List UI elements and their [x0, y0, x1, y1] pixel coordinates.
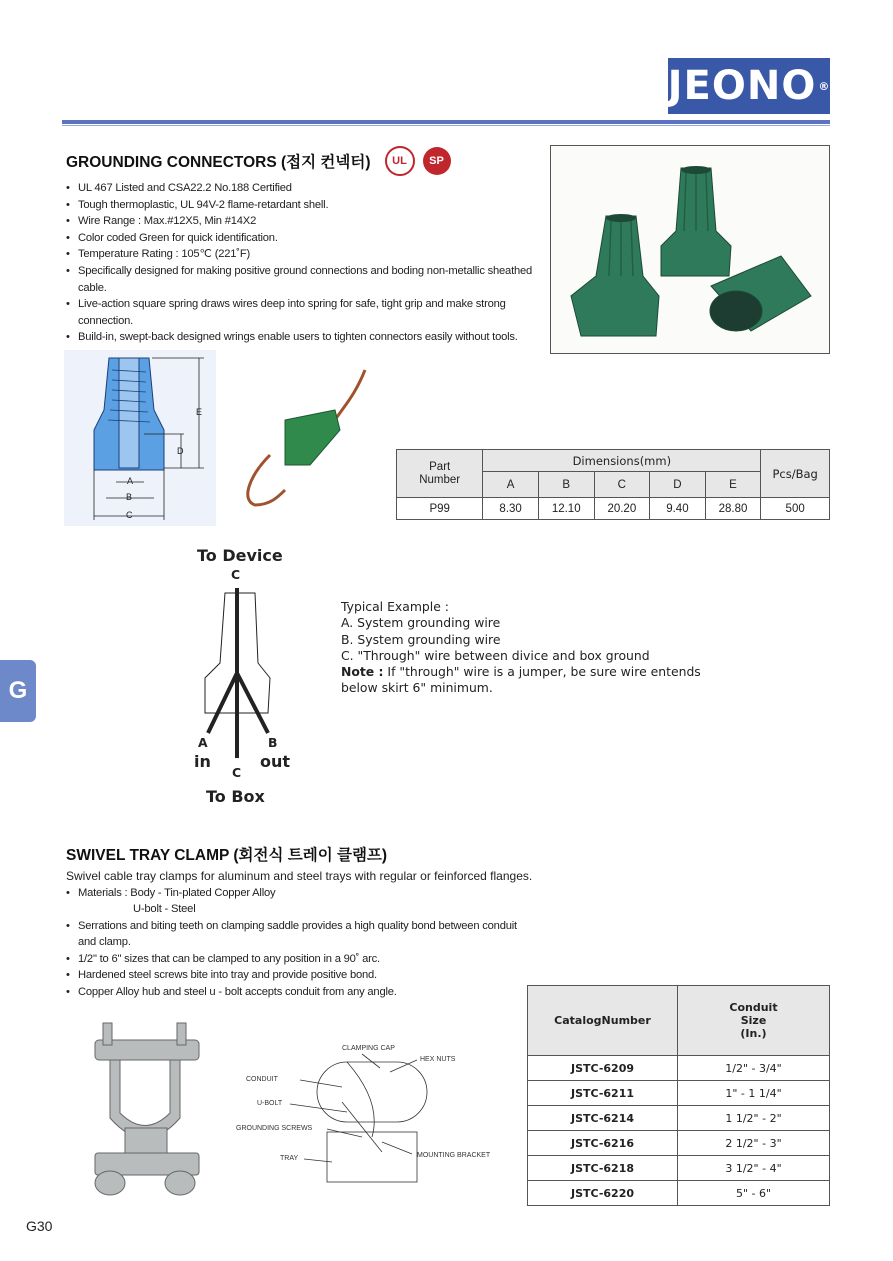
example-line: A. System grounding wire [341, 615, 501, 631]
wiring-diagram [190, 545, 310, 810]
clamp-image [85, 1018, 210, 1198]
list-item: • Live-action square spring draws wires deep into spring for safe, tight grip and make strong connection. [66, 296, 546, 329]
size-cell: 1" - 1 1/4" [678, 1081, 830, 1106]
dimensions-table-wrap [396, 449, 830, 520]
catalog-table-wrap [527, 985, 830, 1206]
label-clamping-cap: CLAMPING CAP [342, 1045, 395, 1052]
swivel-bullets [66, 885, 536, 1001]
size-cell: 1 1/2" - 2" [678, 1106, 830, 1131]
example-line: B. System grounding wire [341, 631, 501, 647]
size-cell: 1/2" - 3/4" [678, 1056, 830, 1081]
part-number-header: Part Number [397, 450, 483, 498]
dim-cell: 28.80 [705, 498, 761, 520]
size-cell: 2 1/2" - 3" [678, 1131, 830, 1156]
label-tray: TRAY [280, 1155, 299, 1162]
table-row [528, 1156, 830, 1181]
dim-label-b: B [126, 492, 133, 502]
clamp-parts-sketch [232, 1042, 507, 1192]
dim-col-b: B [538, 472, 594, 498]
brand-name: JEONO [667, 63, 817, 109]
grounding-bullets [66, 180, 546, 346]
dim-col-a: A [483, 472, 539, 498]
table-row [528, 1131, 830, 1156]
catalog-cell: JSTC-6211 [528, 1081, 678, 1106]
example-line: C. "Through" wire between divice and box ground [341, 647, 650, 663]
label-u-bolt: U-BOLT [257, 1100, 283, 1107]
to-box-label: To Box [206, 787, 265, 806]
catalog-cell: JSTC-6220 [528, 1181, 678, 1206]
list-item: • Materials : Body - Tin-plated Copper Alloy [66, 885, 536, 902]
dim-label-d: D [177, 446, 184, 456]
list-item: • Tough thermoplastic, UL 94V-2 flame-retardant shell. [66, 197, 546, 214]
list-item: • Temperature Rating : 105℃ (221˚F) [66, 246, 546, 263]
header-rule [62, 120, 830, 124]
table-row [528, 1181, 830, 1206]
wire-c-bottom-label: C [232, 765, 242, 780]
dim-label-e: E [196, 407, 203, 417]
list-item: • Wire Range : Max.#12X5, Min #14X2 [66, 213, 546, 230]
catalog-cell: JSTC-6218 [528, 1156, 678, 1181]
label-grounding-screws: GROUNDING SCREWS [236, 1125, 313, 1132]
csa-cert-icon [423, 147, 451, 175]
connector-dimension-diagram [64, 350, 216, 526]
typical-example-title: Typical Example : [341, 599, 449, 614]
green-connectors-image [551, 146, 829, 353]
swivel-section [66, 843, 536, 1001]
note-text: If "through" wire is a jumper, be sure wire entends [383, 664, 701, 680]
list-item: • Build-in, swept-back designed wrings enable users to tighten connectors easily without tools. [66, 329, 546, 346]
list-item: • Color coded Green for quick identification. [66, 230, 546, 247]
list-item: • 1/2" to 6" sizes that can be clamped to any position in a 90˚ arc. [66, 951, 536, 968]
connector-cross-section [64, 350, 216, 526]
pcs-bag-header: Pcs/Bag [761, 450, 830, 498]
dim-cell: 12.10 [538, 498, 594, 520]
table-row [397, 498, 830, 520]
table-row [528, 1106, 830, 1131]
wire-b-label: B [268, 735, 278, 750]
table-row [528, 1056, 830, 1081]
list-item: • UL 467 Listed and CSA22.2 No.188 Certified [66, 180, 546, 197]
catalog-cell: JSTC-6214 [528, 1106, 678, 1131]
typical-example [341, 599, 741, 697]
dim-col-c: C [594, 472, 650, 498]
grounding-title: GROUNDING CONNECTORS (접지 컨넥터) [66, 154, 371, 171]
grounding-section [66, 146, 546, 346]
size-cell: 3 1/2" - 4" [678, 1156, 830, 1181]
list-item: • Specifically designed for making positive ground connections and boding non-metallic sheathed cable. [66, 263, 546, 296]
dim-label-a: A [127, 476, 134, 486]
note-label: Note : [341, 664, 384, 680]
to-device-label: To Device [197, 546, 283, 565]
dim-cell: 8.30 [483, 498, 539, 520]
catalog-cell: JSTC-6209 [528, 1056, 678, 1081]
catalog-number-header: CatalogNumber [528, 986, 678, 1056]
pcs-cell: 500 [761, 498, 830, 520]
dim-label-c: C [126, 510, 133, 520]
twisted-wire-image [240, 365, 380, 515]
wire-connector-illustration [240, 365, 380, 515]
dim-col-e: E [705, 472, 761, 498]
list-item: • Hardened steel screws bite into tray and provide positive bond. [66, 967, 536, 984]
brand-logo [668, 58, 830, 114]
connectors-photo [550, 145, 830, 354]
header-rule-thin [62, 125, 830, 126]
catalog-cell: JSTC-6216 [528, 1131, 678, 1156]
clamp-parts-diagram [232, 1042, 507, 1192]
label-conduit: CONDUIT [246, 1076, 278, 1083]
csa-cert-label: SP [429, 155, 444, 167]
example-note [341, 664, 741, 680]
page-number: G30 [26, 1218, 53, 1234]
dim-col-d: D [650, 472, 706, 498]
dim-cell: 9.40 [650, 498, 706, 520]
wire-c-top-label: C [231, 567, 241, 582]
list-item: • Serrations and biting teeth on clamping saddle provides a high quality bond between conduit and clamp. [66, 918, 536, 951]
section-tab: G [0, 660, 36, 722]
dimensions-table [396, 449, 830, 520]
wire-a-label: A [198, 735, 208, 750]
dimensions-header: Dimensions(mm) [483, 450, 761, 472]
in-label: in [194, 752, 211, 771]
size-cell: 5" - 6" [678, 1181, 830, 1206]
clamp-photo [85, 1018, 210, 1198]
list-item-continued: U-bolt - Steel [133, 903, 196, 916]
label-mounting-bracket: MOUNTING BRACKET [417, 1152, 491, 1159]
wiring-sketch [190, 583, 310, 763]
brand-reg: ® [818, 79, 831, 93]
part-cell: P99 [397, 498, 483, 520]
swivel-title: SWIVEL TRAY CLAMP (회전식 트레이 클램프) [66, 847, 388, 864]
example-note-line2: below skirt 6" minimum. [341, 680, 493, 696]
dim-cell: 20.20 [594, 498, 650, 520]
ul-cert-icon [385, 146, 415, 176]
table-row [528, 1081, 830, 1106]
catalog-table [527, 985, 830, 1206]
swivel-intro: Swivel cable tray clamps for aluminum and steel trays with regular or feinforced flanges. [66, 869, 533, 883]
conduit-size-header: Conduit Size (In.) [678, 986, 830, 1056]
label-hex-nuts: HEX NUTS [420, 1056, 456, 1063]
ul-cert-label: UL [392, 155, 407, 167]
list-item: • Copper Alloy hub and steel u - bolt accepts conduit from any angle. [66, 984, 536, 1001]
out-label: out [260, 752, 291, 771]
